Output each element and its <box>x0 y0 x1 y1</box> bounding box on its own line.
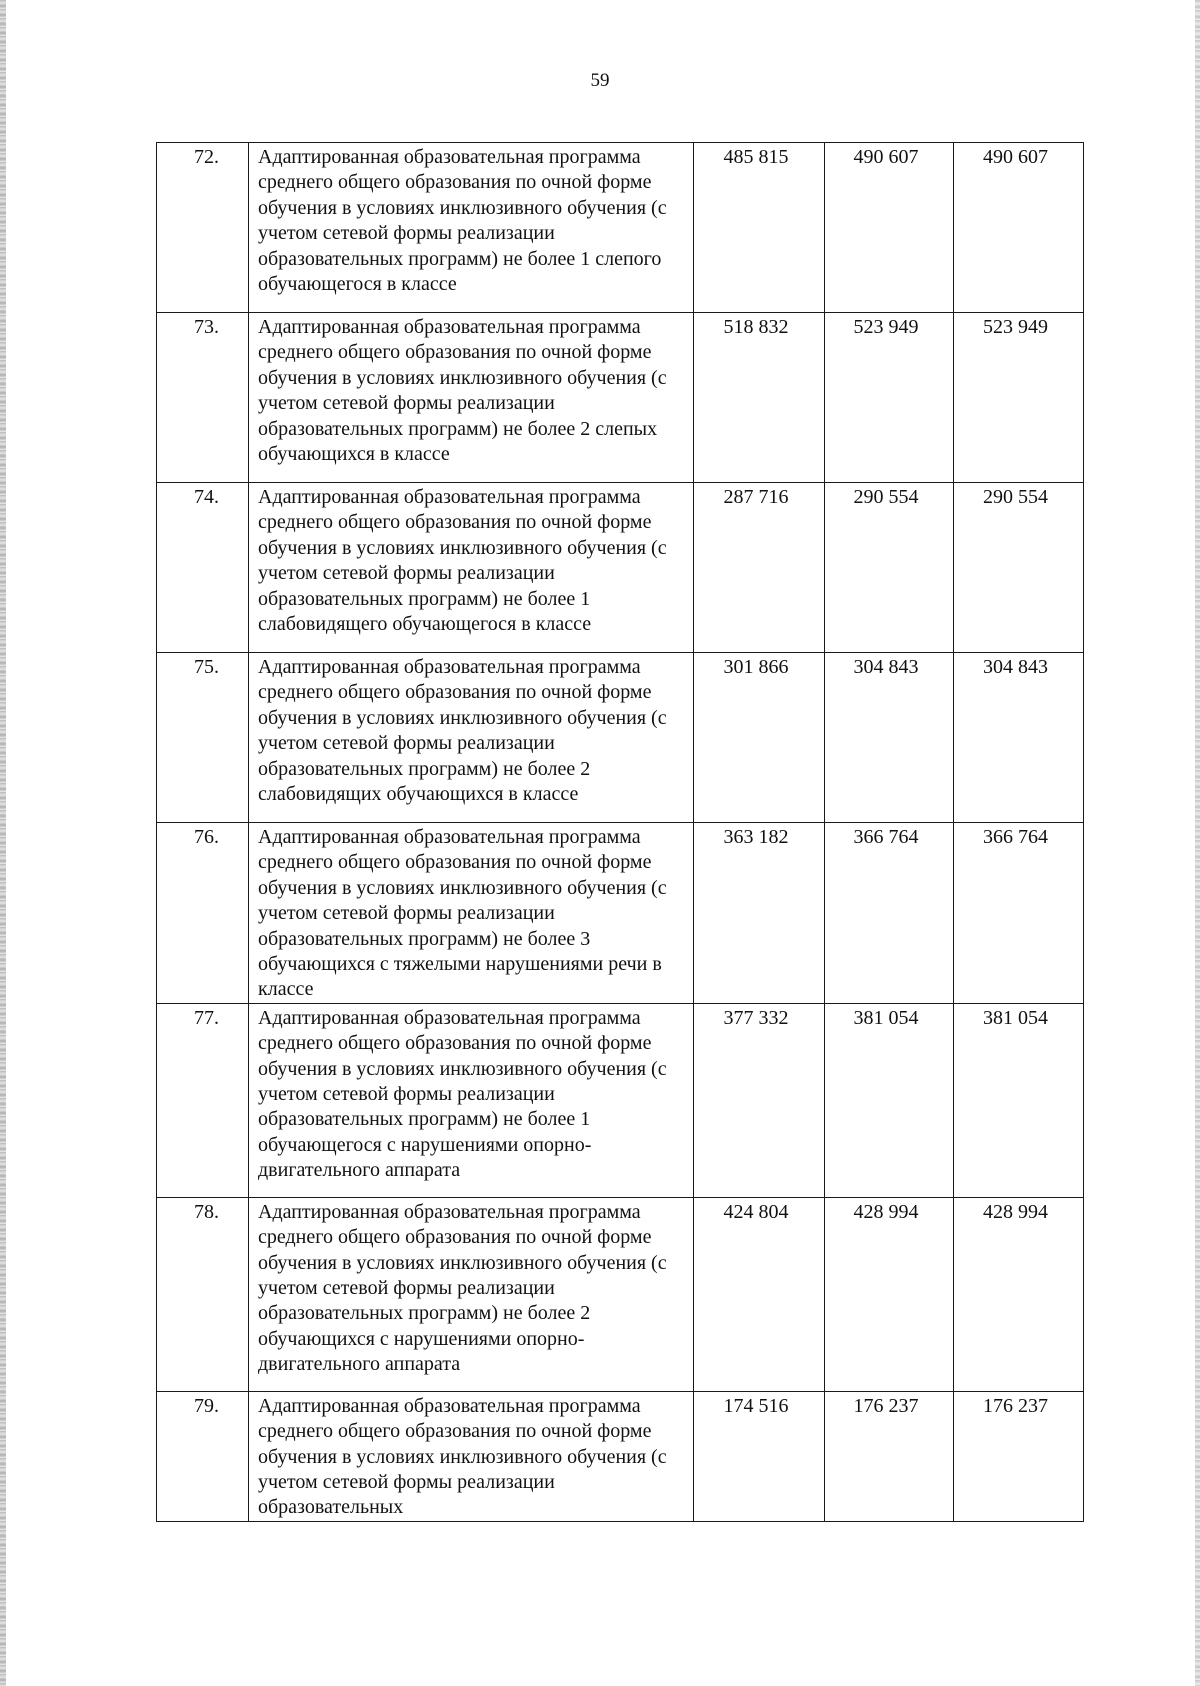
scan-edge-right <box>1195 0 1200 1686</box>
value-cell-1 <box>694 483 825 653</box>
table-row <box>157 1197 1084 1391</box>
value-year-2: 490 607 <box>853 146 919 168</box>
row-number-cell <box>157 653 249 823</box>
value-year-3: 304 843 <box>983 656 1048 678</box>
page-number: 59 <box>590 70 610 91</box>
program-description: Адаптированная образовательная программа среднего общего образования по очной форме обучения в условиях инклюзивного обучения (с учетом сетевой формы реализации образовательных программ) не более 1 обучающегося с нарушениями опорно-двигательного аппарата <box>249 1003 694 1197</box>
value-cell-2 <box>825 1003 954 1197</box>
table-row <box>157 653 1084 823</box>
value-year-1: 424 804 <box>723 1200 789 1223</box>
program-description: Адаптированная образовательная программа среднего общего образования по очной форме обучения в условиях инклюзивного обучения (с учетом сетевой формы реализации образовательных программ) не более 2 обучающихся с нарушениями опорно-двигательного аппарата <box>249 1197 694 1391</box>
value-year-1: 377 332 <box>723 1006 789 1029</box>
value-cell-1 <box>694 1003 825 1197</box>
program-description: Адаптированная образовательная программа среднего общего образования по очной форме обучения в условиях инклюзивного обучения (с учетом сетевой формы реализации образовательных программ) не более 2 слабовидящих обучающихся в классе <box>249 653 694 823</box>
value-cell-3 <box>954 1391 1084 1521</box>
row-number: 77. <box>194 1006 219 1029</box>
value-year-2: 304 843 <box>853 656 919 678</box>
cost-table <box>156 142 1084 1522</box>
table-row <box>157 143 1084 313</box>
row-number-cell <box>157 1197 249 1391</box>
table-row <box>157 1391 1084 1521</box>
value-year-3: 366 764 <box>983 826 1048 848</box>
value-year-2: 176 237 <box>853 1394 919 1417</box>
value-year-3: 381 054 <box>983 1006 1048 1029</box>
value-year-1: 174 516 <box>723 1394 789 1417</box>
row-number-cell <box>157 313 249 483</box>
table-row <box>157 483 1084 653</box>
value-cell-1 <box>694 313 825 483</box>
row-number-cell <box>157 143 249 313</box>
value-cell-1 <box>694 1197 825 1391</box>
row-number: 76. <box>194 826 219 848</box>
value-cell-3 <box>954 1003 1084 1197</box>
value-year-2: 381 054 <box>853 1006 919 1029</box>
value-year-1: 287 716 <box>723 486 789 508</box>
value-year-3: 290 554 <box>983 486 1048 508</box>
value-cell-1 <box>694 653 825 823</box>
value-year-2: 428 994 <box>853 1200 919 1223</box>
table-row <box>157 823 1084 1004</box>
scan-edge-left <box>0 0 6 1686</box>
table-row <box>157 1003 1084 1197</box>
value-year-2: 290 554 <box>853 486 919 508</box>
value-year-3: 176 237 <box>983 1394 1048 1417</box>
value-year-1: 301 866 <box>723 656 789 678</box>
value-cell-3 <box>954 1197 1084 1391</box>
row-number: 75. <box>194 656 219 678</box>
value-cell-3 <box>954 143 1084 313</box>
row-number-cell <box>157 823 249 1004</box>
program-description: Адаптированная образовательная программа среднего общего образования по очной форме обучения в условиях инклюзивного обучения (с учетом сетевой формы реализации образовательных <box>249 1391 694 1521</box>
row-number: 79. <box>194 1394 219 1417</box>
value-cell-1 <box>694 1391 825 1521</box>
value-cell-1 <box>694 143 825 313</box>
value-cell-3 <box>954 313 1084 483</box>
value-cell-2 <box>825 1197 954 1391</box>
value-cell-2 <box>825 143 954 313</box>
row-number-cell <box>157 483 249 653</box>
program-description: Адаптированная образовательная программа среднего общего образования по очной форме обучения в условиях инклюзивного обучения (с учетом сетевой формы реализации образовательных программ) не более 1 слепого обучающегося в классе <box>249 143 694 313</box>
value-year-2: 523 949 <box>853 316 919 338</box>
value-year-3: 523 949 <box>983 316 1048 338</box>
value-year-1: 363 182 <box>723 826 789 848</box>
value-year-3: 428 994 <box>983 1200 1048 1223</box>
row-number-cell <box>157 1391 249 1521</box>
table-body <box>157 143 1084 1522</box>
program-description: Адаптированная образовательная программа среднего общего образования по очной форме обучения в условиях инклюзивного обучения (с учетом сетевой формы реализации образовательных программ) не более 2 слепых обучающихся в классе <box>249 313 694 483</box>
table-row <box>157 313 1084 483</box>
row-number: 72. <box>194 146 219 168</box>
program-description: Адаптированная образовательная программа среднего общего образования по очной форме обучения в условиях инклюзивного обучения (с учетом сетевой формы реализации образовательных программ) не более 1 слабовидящего обучающегося в классе <box>249 483 694 653</box>
value-year-1: 518 832 <box>723 316 789 338</box>
value-year-3: 490 607 <box>983 146 1048 168</box>
value-year-1: 485 815 <box>723 146 789 168</box>
row-number: 74. <box>194 486 219 508</box>
value-cell-3 <box>954 483 1084 653</box>
value-cell-2 <box>825 1391 954 1521</box>
value-cell-2 <box>825 823 954 1004</box>
program-description: Адаптированная образовательная программа среднего общего образования по очной форме обучения в условиях инклюзивного обучения (с учетом сетевой формы реализации образовательных программ) не более 3 обучающихся с тяжелыми нарушениями речи в классе <box>249 823 694 1004</box>
row-number: 78. <box>194 1200 219 1223</box>
value-cell-2 <box>825 653 954 823</box>
value-cell-3 <box>954 823 1084 1004</box>
value-cell-3 <box>954 653 1084 823</box>
row-number-cell <box>157 1003 249 1197</box>
value-cell-2 <box>825 483 954 653</box>
row-number: 73. <box>194 316 219 338</box>
value-year-2: 366 764 <box>853 826 919 848</box>
value-cell-2 <box>825 313 954 483</box>
value-cell-1 <box>694 823 825 1004</box>
